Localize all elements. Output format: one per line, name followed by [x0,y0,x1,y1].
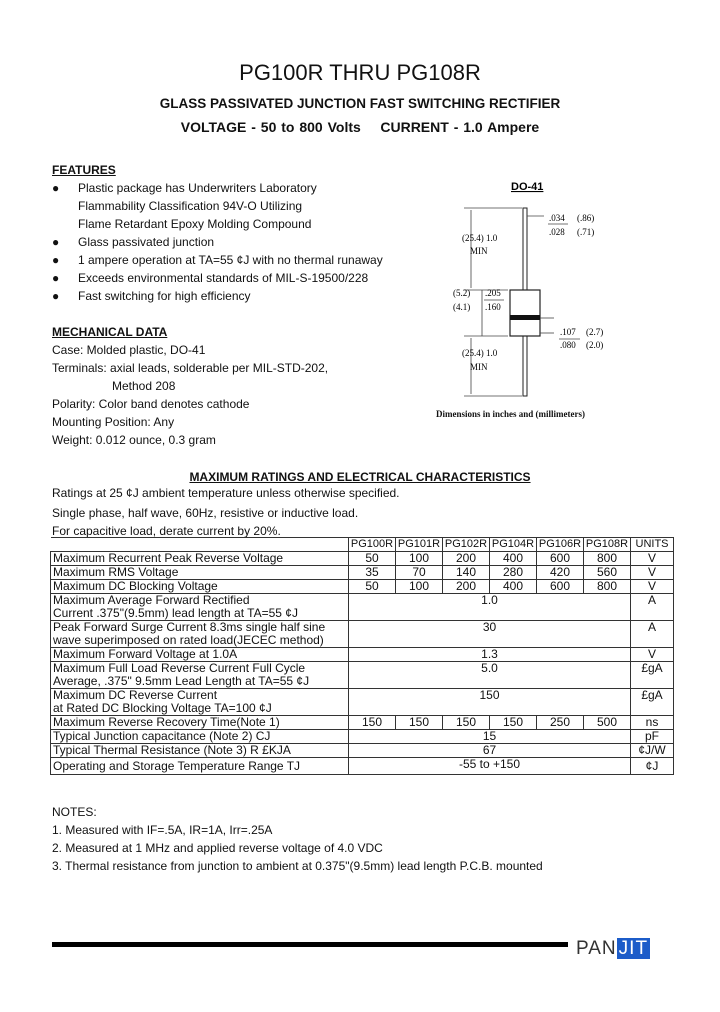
value-cell: 35 [349,566,396,580]
value-cell: 400 [490,580,537,594]
lead-dia-in: .034 [549,213,565,223]
column-header: PG108R [584,538,631,552]
merged-value-cell: 1.0 [349,594,631,621]
footer-rule [52,942,568,947]
param-cell [51,594,349,621]
mechanical-line: Polarity: Color band denotes cathode [52,397,250,411]
column-header: PG106R [537,538,584,552]
ratings-table [50,537,674,775]
unit-cell: V [631,580,674,594]
merged-value-cell: 67 [349,744,631,758]
value-cell: 50 [349,580,396,594]
table-row [51,744,674,758]
features-heading: FEATURES [52,163,116,177]
value-cell: 400 [490,552,537,566]
table-header-row [51,538,674,552]
table-row [51,758,674,775]
table-row [51,662,674,689]
table-row [51,689,674,716]
ratings-heading: MAXIMUM RATINGS AND ELECTRICAL CHARACTERISTICS [189,470,531,484]
bullet-icon: ● [52,289,60,303]
merged-value-cell: -55 to +150 [349,758,631,775]
value-cell: 100 [396,552,443,566]
value-cell: 600 [537,552,584,566]
value-cell: 100 [396,580,443,594]
value-cell: 200 [443,580,490,594]
mechanical-line: Weight: 0.012 ounce, 0.3 gram [52,433,216,447]
param-cell: Maximum Recurrent Peak Reverse Voltage [51,552,349,566]
body-len-in: .205 [485,288,501,298]
unit-cell: £gA [631,689,674,716]
param-cell [51,662,349,689]
feature-item: Plastic package has Underwriters Laboratory [78,181,317,195]
param-line: Maximum Average Forward Rectified [53,593,250,607]
lead-length-label: (25.4) 1.0 [462,233,498,243]
value-cell: 150 [349,716,396,730]
lead-dia-mm2: (.71) [577,227,595,237]
param-cell: Typical Junction capacitance (Note 2) CJ [51,730,349,744]
column-header: PG104R [490,538,537,552]
voltage-current-line: VOLTAGE - 50 to 800 Volts CURRENT - 1.0 Ampere [180,119,540,135]
value-cell: 800 [584,580,631,594]
unit-cell: £gA [631,662,674,689]
bullet-icon: ● [52,181,60,195]
dimension-caption: Dimensions in inches and (millimeters) [436,409,586,419]
unit-cell: ¢J/W [631,744,674,758]
feature-item: Fast switching for high efficiency [78,289,251,303]
feature-item: Glass passivated junction [78,235,215,249]
page-subtitle: GLASS PASSIVATED JUNCTION FAST SWITCHING RECTIFIER [159,96,561,111]
logo-pan: PAN [576,938,617,959]
lead-length-label-2: (25.4) 1.0 [462,348,498,358]
body-dia-mm2: (2.0) [586,340,604,350]
body-dia-mm: (2.7) [586,327,604,337]
page-title: PG100R THRU PG108R [239,60,481,85]
value-cell: 70 [396,566,443,580]
merged-value-cell: 1.3 [349,648,631,662]
body-dia-in2: .080 [560,340,576,350]
unit-cell: ¢J [631,758,674,775]
value-cell: 50 [349,552,396,566]
package-label: DO-41 [511,181,544,193]
feature-item: Exceeds environmental standards of MIL-S-19500/228 [78,271,369,285]
param-cell [51,621,349,648]
table-row [51,552,674,566]
table-row [51,716,674,730]
bullet-icon: ● [52,235,60,249]
merged-value-cell: 30 [349,621,631,648]
table-row [51,594,674,621]
table-row [51,648,674,662]
value-cell: 800 [584,552,631,566]
units-header: UNITS [631,538,674,552]
unit-cell: V [631,648,674,662]
ratings-note: Ratings at 25 ¢J ambient temperature unless otherwise specified. [52,486,400,500]
body-len-in2: .160 [485,302,501,312]
bullet-icon: ● [52,253,60,267]
value-cell: 420 [537,566,584,580]
feature-item: 1 ampere operation at TA=55 ¢J with no thermal runaway [78,253,383,267]
unit-cell: V [631,566,674,580]
merged-value-cell: 150 [349,689,631,716]
param-line: Average, .375" 9.5mm Lead Length at TA=55 ¢J [53,674,310,688]
param-cell: Maximum Reverse Recovery Time(Note 1) [51,716,349,730]
param-cell: Typical Thermal Resistance (Note 3) R £KJA [51,744,349,758]
value-cell: 500 [584,716,631,730]
value-cell: 560 [584,566,631,580]
param-line: Maximum Full Load Reverse Current Full Cycle [53,661,306,675]
merged-value-cell: 15 [349,730,631,744]
lead-min-label-2: MIN [470,362,488,372]
param-line: at Rated DC Blocking Voltage TA=100 ¢J [53,701,272,715]
value-cell: 250 [537,716,584,730]
unit-cell: pF [631,730,674,744]
note-item: 2. Measured at 1 MHz and applied reverse voltage of 4.0 VDC [52,841,383,855]
ratings-note: Single phase, half wave, 60Hz, resistive or inductive load. [52,506,359,520]
table-row [51,621,674,648]
lead-dia-in2: .028 [549,227,565,237]
param-cell [51,689,349,716]
value-cell: 140 [443,566,490,580]
body-dia-in: .107 [560,327,576,337]
notes-heading: NOTES: [52,805,97,819]
note-item: 3. Thermal resistance from junction to ambient at 0.375"(9.5mm) lead length P.C.B. mounted [52,859,543,873]
lead-min-label: MIN [470,246,488,256]
ratings-note: For capacitive load, derate current by 20%. [52,524,281,538]
unit-cell: ns [631,716,674,730]
unit-cell: A [631,594,674,621]
mechanical-heading: MECHANICAL DATA [52,325,168,339]
param-line: Maximum DC Reverse Current [53,688,218,702]
panjit-logo [576,938,650,960]
mechanical-line: Case: Molded plastic, DO-41 [52,343,206,357]
column-header: PG101R [396,538,443,552]
body-len-mm2: (4.1) [453,302,471,312]
param-line: wave superimposed on rated load(JECEC method) [53,633,324,647]
table-row [51,580,674,594]
column-header: PG100R [349,538,396,552]
column-header: PG102R [443,538,490,552]
bullet-icon: ● [52,271,60,285]
mechanical-line: Mounting Position: Any [52,415,175,429]
feature-item: Flame Retardant Epoxy Molding Compound [78,217,312,231]
mechanical-line: Method 208 [112,379,176,393]
value-cell: 150 [443,716,490,730]
table-header-blank [51,538,349,552]
value-cell: 280 [490,566,537,580]
value-cell: 150 [490,716,537,730]
value-cell: 200 [443,552,490,566]
value-cell: 150 [396,716,443,730]
unit-cell: A [631,621,674,648]
value-cell: 600 [537,580,584,594]
param-cell: Maximum RMS Voltage [51,566,349,580]
param-line: Current .375"(9.5mm) lead length at TA=55 ¢J [53,606,298,620]
lead-dia-mm: (.86) [577,213,595,223]
unit-cell: V [631,552,674,566]
note-item: 1. Measured with IF=.5A, IR=1A, Irr=.25A [52,823,273,837]
mechanical-line: Terminals: axial leads, solderable per MIL-STD-202, [52,361,329,375]
do41-package-diagram [436,178,636,403]
body-len-mm: (5.2) [453,288,471,298]
param-cell: Maximum Forward Voltage at 1.0A [51,648,349,662]
logo-jit: JIT [618,938,649,959]
param-line: Peak Forward Surge Current 8.3ms single half sine [53,620,326,634]
param-cell: Maximum DC Blocking Voltage [51,580,349,594]
table-row [51,730,674,744]
feature-item: Flammability Classification 94V-O Utilizing [78,199,303,213]
merged-value-cell: 5.0 [349,662,631,689]
param-cell: Operating and Storage Temperature Range TJ [51,758,349,775]
table-row [51,566,674,580]
